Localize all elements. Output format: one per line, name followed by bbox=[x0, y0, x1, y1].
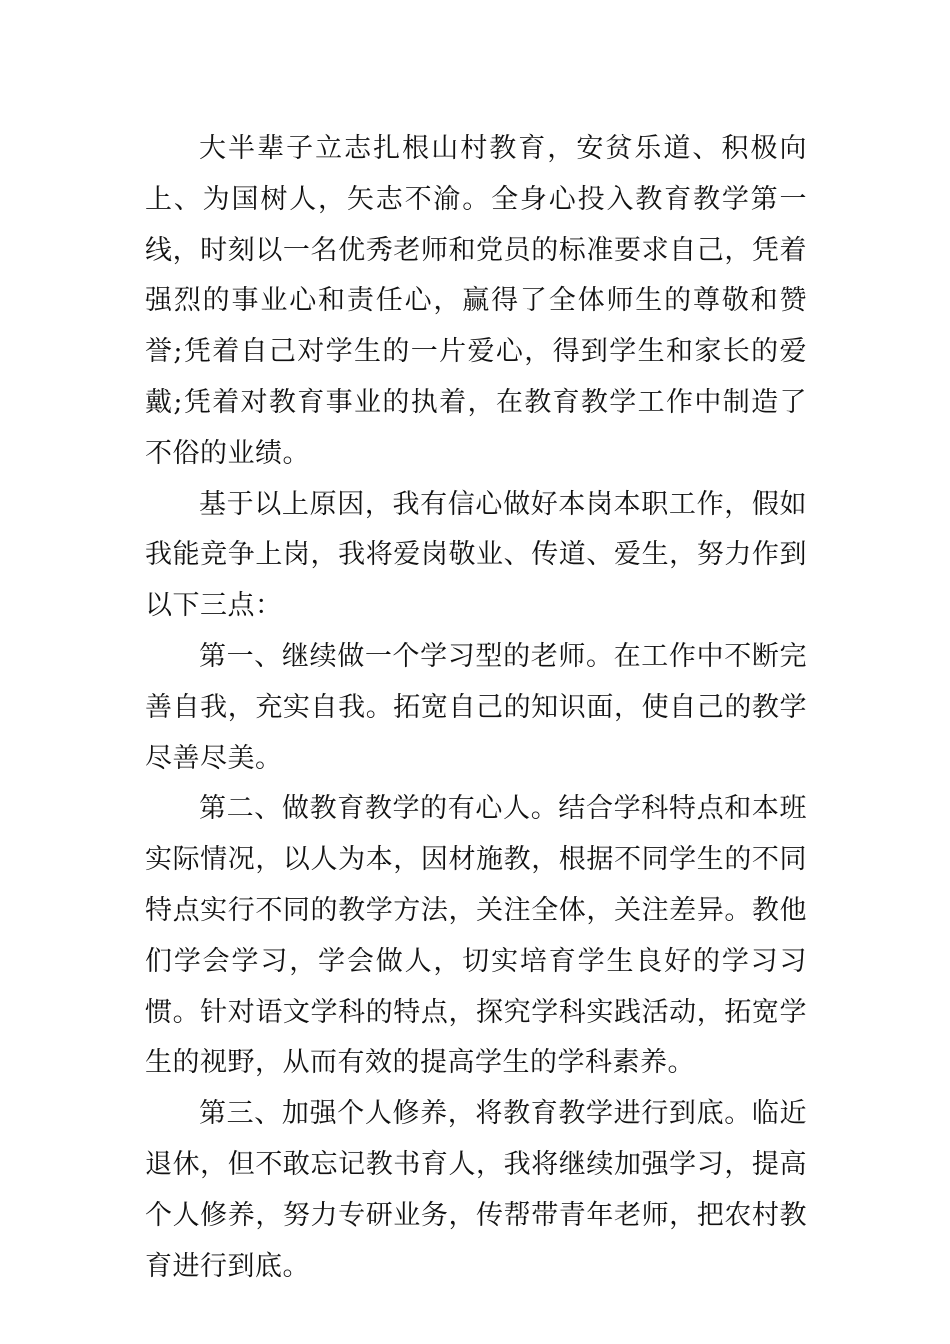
document-body bbox=[145, 124, 807, 1292]
paragraph-4: 第二、做教育教学的有心人。结合学科特点和本班实际情况，以人为本，因材施教，根据不同学生的不同特点实行不同的教学方法，关注全体，关注差异。教他们学会学习，学会做人，切实培育学生良好的学习习惯。针对语文学科的特点，探究学科实践活动，拓宽学生的视野，从而有效的提高学生的学科素养。 bbox=[145, 793, 807, 1079]
paragraph-1: 大半辈子立志扎根山村教育，安贫乐道、积极向上、为国树人，矢志不渝。全身心投入教育教学第一线，时刻以一名优秀老师和党员的标准要求自己，凭着强烈的事业心和责任心，赢得了全体师生的尊敬和赞誉;凭着自己对学生的一片爱心，得到学生和家长的爱戴;凭着对教育事业的执着，在教育教学工作中制造了不俗的业绩。 bbox=[145, 133, 807, 469]
paragraph-2: 基于以上原因，我有信心做好本岗本职工作，假如我能竞争上岗，我将爱岗敬业、传道、爱生，努力作到以下三点： bbox=[145, 488, 807, 622]
paragraph-3: 第一、继续做一个学习型的老师。在工作中不断完善自我，充实自我。拓宽自己的知识面，使自己的教学尽善尽美。 bbox=[145, 640, 807, 774]
paragraph-5: 第三、加强个人修养，将教育教学进行到底。临近退休，但不敢忘记教书育人，我将继续加强学习，提高个人修养，努力专研业务，传帮带青年老师，把农村教育进行到底。 bbox=[145, 1098, 807, 1282]
